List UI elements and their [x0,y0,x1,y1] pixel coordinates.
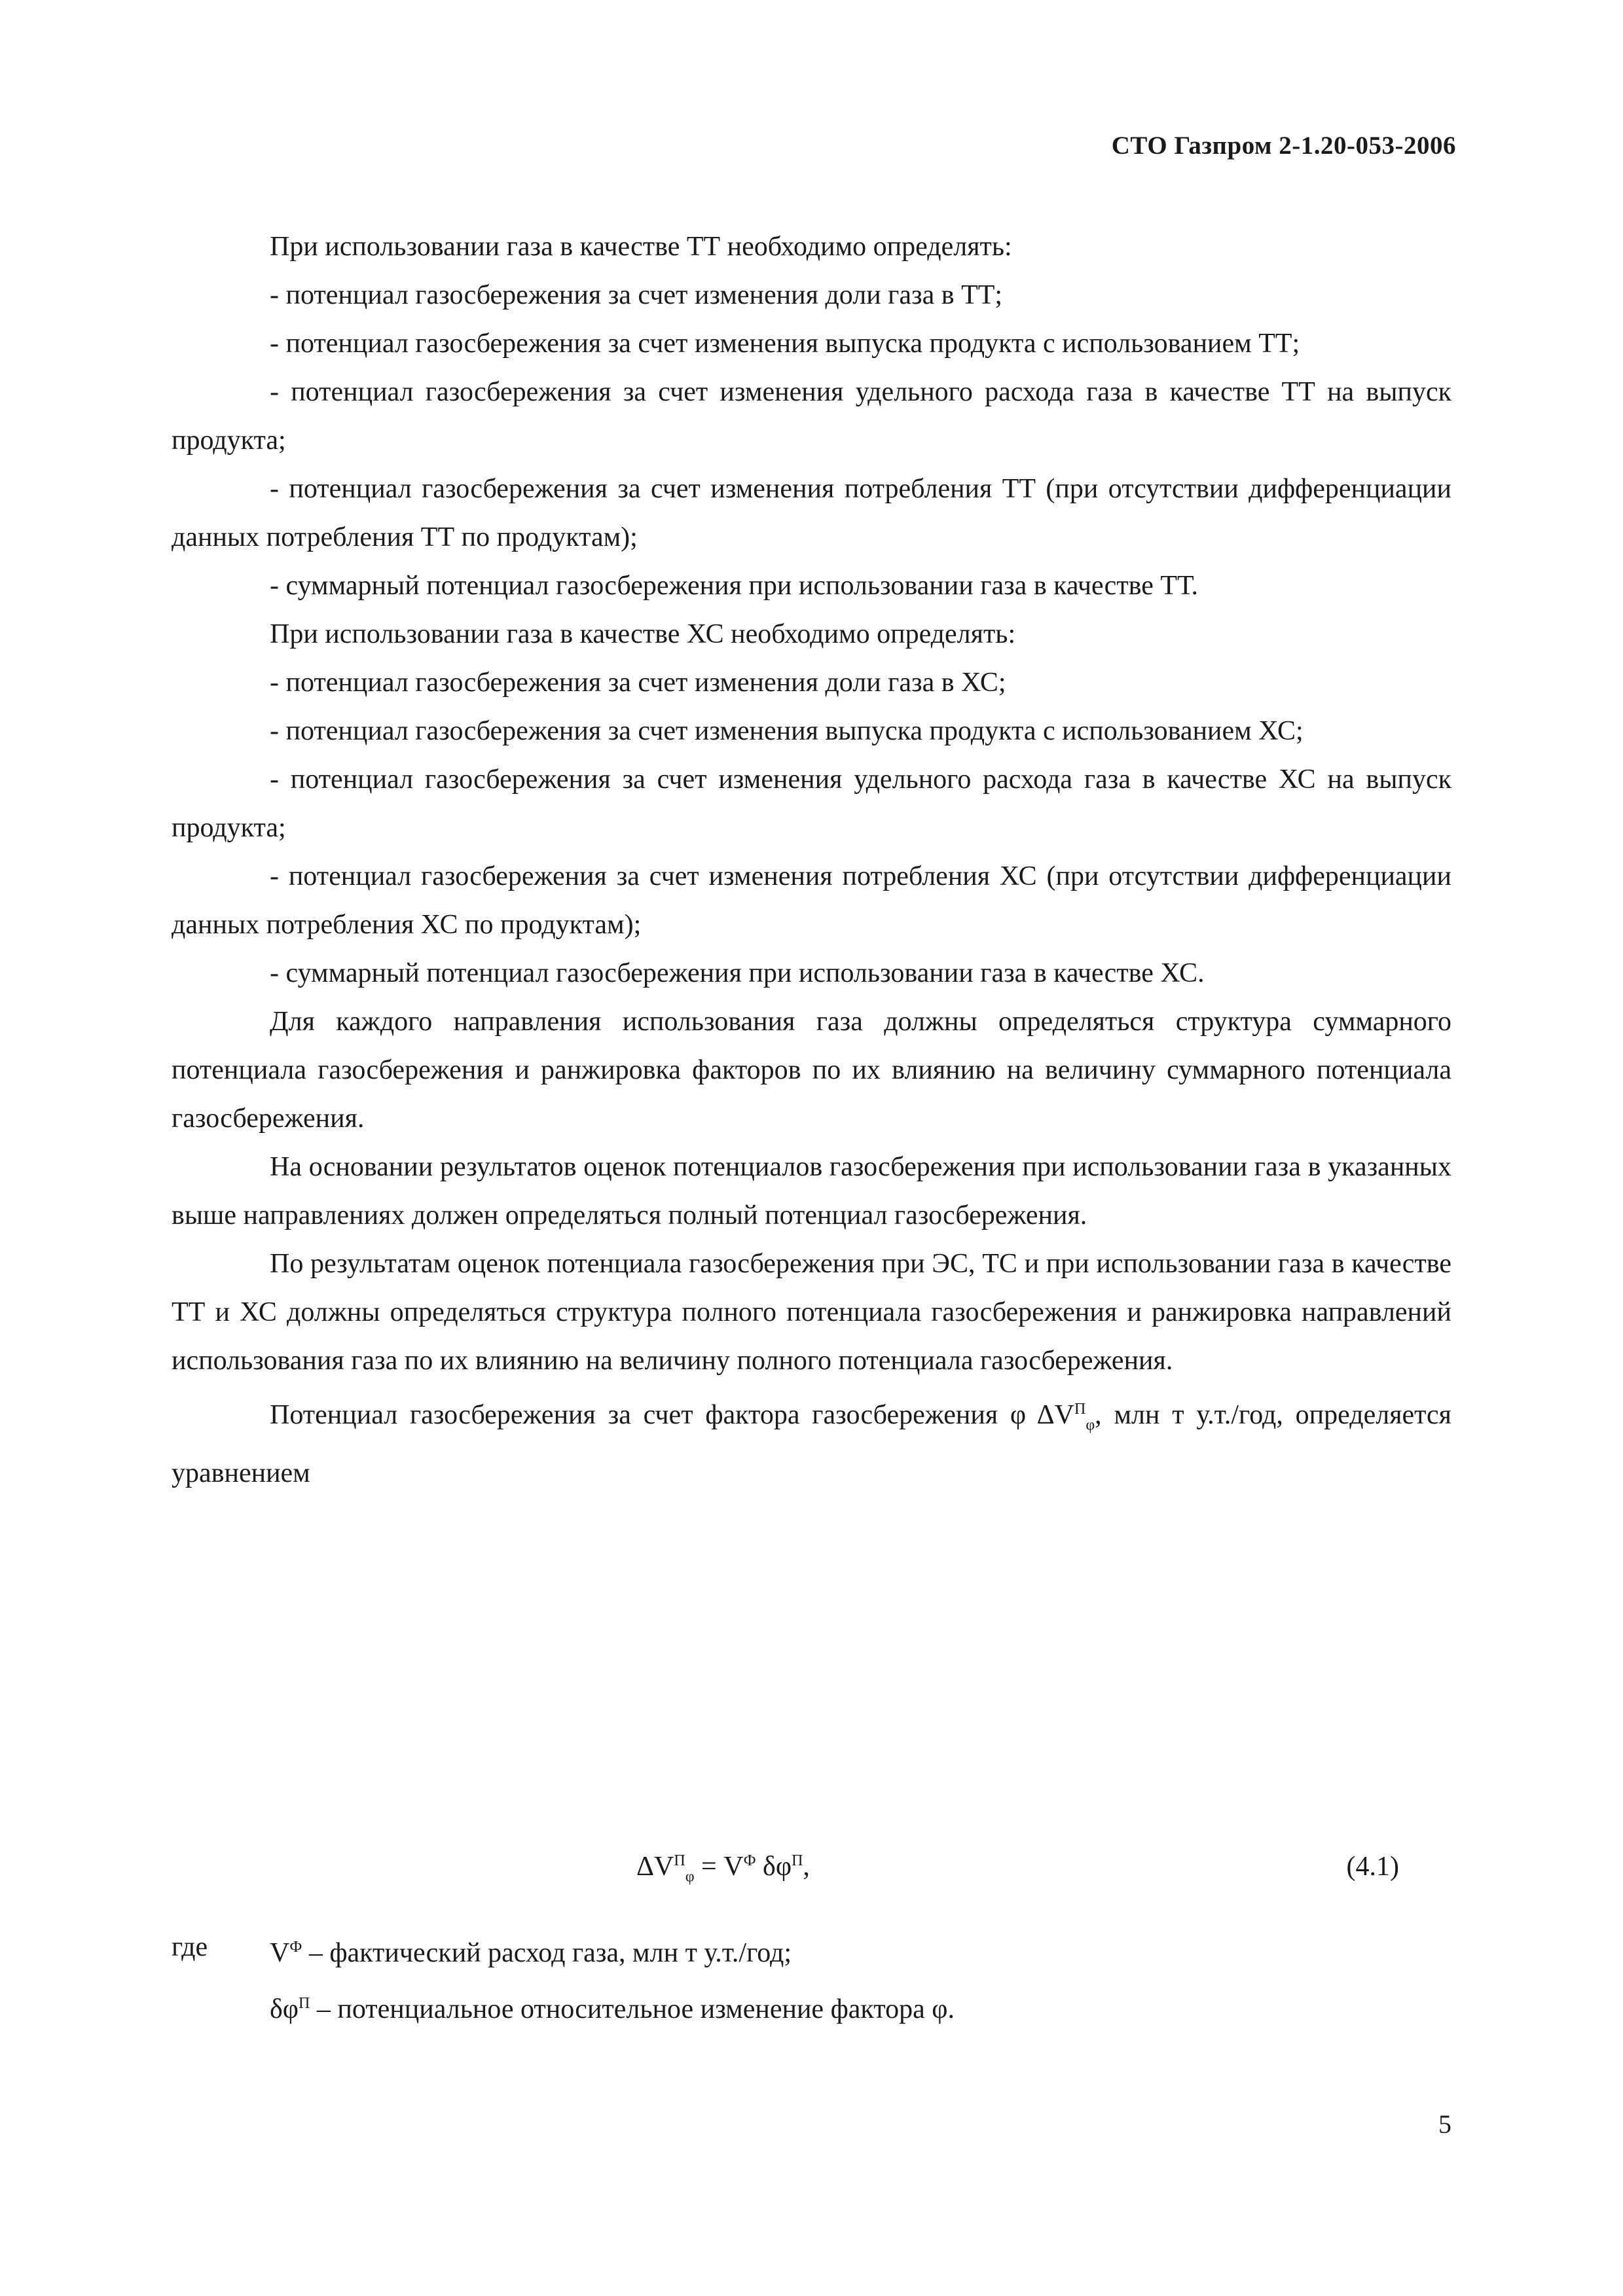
paragraph: - потенциал газосбережения за счет изменения потребления ТТ (при отсутствии дифференциации данных потребления ТТ по продуктам); [172,474,1451,552]
page-number: 5 [1438,2109,1451,2139]
formula-expression [636,1851,810,1886]
formula-4-1 [172,1851,1451,1897]
where-symbol-sup: П [299,1995,310,2012]
formula-lhs: ΔV [636,1852,674,1882]
paragraph: - потенциал газосбережения за счет изменения доли газа в ТТ; [270,280,1003,310]
paragraph: - суммарный потенциал газосбережения при использовании газа в качестве ТТ. [270,571,1199,601]
where-row [172,1975,1451,2032]
where-definition [270,1975,955,2037]
where-description: – фактический расход газа, млн т у.т./год; [302,1938,792,1968]
paragraph: На основании результатов оценок потенциалов газосбережения при использовании газа в указанных выше направлениях должен определяться полный потенциал газосбережения. [172,1152,1451,1230]
where-symbol-sup: Ф [289,1939,302,1956]
formula-lhs-sup: П [674,1852,685,1869]
superscript-p: П [1074,1401,1086,1418]
paragraph: - потенциал газосбережения за счет изменения удельного расхода газа в качестве ТТ на выпуск продукта; [172,377,1451,456]
where-legend [172,1919,1451,2032]
paragraph: - суммарный потенциал газосбережения при использовании газа в качестве ХС. [270,958,1205,988]
formula-v-sup: Ф [743,1852,756,1869]
paragraph: - потенциал газосбережения за счет изменения доли газа в ХС; [270,668,1006,698]
paragraph: При использовании газа в качестве ТТ необходимо определять: [270,232,1012,262]
where-symbol: V [270,1938,290,1968]
formula-rhs-sup: П [792,1852,803,1869]
where-symbol: δφ [270,1994,299,2024]
paragraph: По результатам оценок потенциала газосбережения при ЭС, ТС и при использовании газа в качестве ТТ и ХС должны определяться структура полного потенциала газосбережения и ранжировка направлений использования газа по их влиянию на величину полного потенциала газосбережения. [172,1249,1451,1376]
where-row [172,1919,1451,1975]
formula-tail: , [803,1852,810,1882]
paragraph-text-after: , млн т у.т./год, определяется уравнением [172,1400,1451,1489]
document-code-header: СТО Газпром 2-1.20-053-2006 [1111,132,1456,160]
body-text [172,223,1451,1498]
formula-number: (4.1) [1346,1852,1399,1882]
paragraph: - потенциал газосбережения за счет изменения потребления ХС (при отсутствии дифференциации данных потребления ХС по продуктам); [172,861,1451,940]
paragraph-text-before: Потенциал газосбережения за счет фактора газосбережения φ ΔV [270,1400,1074,1430]
paragraph: - потенциал газосбережения за счет изменения выпуска продукта с использованием ТТ; [270,329,1300,359]
paragraph: При использовании газа в качестве ХС необходимо определять: [270,619,1016,649]
where-definition [270,1919,792,1981]
where-label: где [172,1932,208,1962]
formula-eq: = V [694,1852,744,1882]
formula-rhs: δφ [756,1852,792,1882]
paragraph: Для каждого направления использования газа должны определяться структура суммарного потенциала газосбережения и ранжировка факторов по их влиянию на величину суммарного потенциала газосбережения. [172,1007,1451,1134]
paragraph: - потенциал газосбережения за счет изменения выпуска продукта с использованием ХС; [270,716,1304,746]
paragraph-with-symbol [172,1385,1451,1498]
paragraph: - потенциал газосбережения за счет изменения удельного расхода газа в качестве ХС на выпуск продукта; [172,764,1451,843]
where-description: – потенциальное относительное изменение фактора φ. [310,1994,955,2024]
subscript-phi: φ [1085,1416,1095,1434]
formula-lhs-sub: φ [685,1868,695,1886]
